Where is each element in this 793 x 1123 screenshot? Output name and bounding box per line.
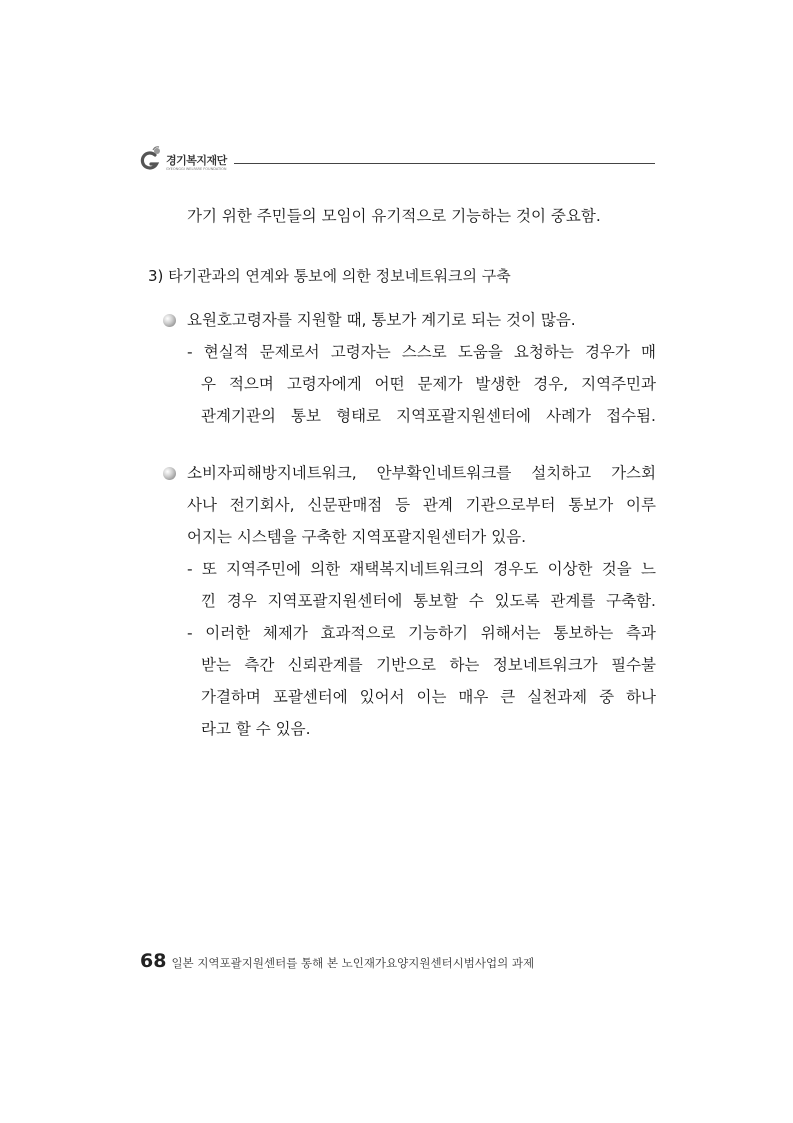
word: - — [187, 560, 193, 578]
word: 측과 — [625, 624, 656, 642]
word: 수 — [468, 592, 484, 610]
word: 이는 — [416, 688, 447, 706]
word: 중 — [599, 688, 615, 706]
block2-bullet-line-1 — [187, 463, 656, 483]
word: 형태로 — [336, 407, 382, 425]
word: 경우도 — [493, 560, 539, 578]
word: 경우가 — [584, 343, 630, 361]
block1-dash-line-3 — [201, 406, 656, 426]
word: 느 — [640, 560, 656, 578]
word: 이러한 — [205, 624, 251, 642]
word: 경우 — [226, 592, 257, 610]
word: 경우, — [533, 375, 569, 393]
block2-bullet-line-3: 어지는 시스템을 구축한 지역포괄지원센터가 있음. — [187, 528, 527, 546]
word: 신뢰관계를 — [287, 656, 363, 674]
word: 문제로서 — [259, 343, 320, 361]
block2-dash1-line-2 — [201, 591, 656, 611]
word: 하나 — [625, 688, 656, 706]
block1-dash-line-1 — [187, 342, 656, 362]
word: 적으며 — [228, 375, 274, 393]
block2-dash2-line-4: 라고 할 수 있음. — [201, 720, 311, 738]
word: 효과적으로 — [320, 624, 396, 642]
word: - — [187, 343, 193, 361]
intro-line: 가기 위한 주민들의 모임이 유기적으로 기능하는 것이 중요함. — [187, 207, 601, 225]
word: 관계 — [422, 496, 453, 514]
word: 재택복지네트워크의 — [349, 560, 485, 578]
word: 가결하며 — [201, 688, 261, 706]
section-heading: 3) 타기관과의 연계와 통보에 의한 정보네트워크의 구축 — [148, 267, 511, 285]
running-title: 일본 지역포괄지원센터를 통해 본 노인재가요양지원센터시범사업의 과제 — [171, 956, 535, 970]
page-number: 68 — [140, 950, 167, 972]
word: 설치하고 — [531, 464, 592, 482]
word: 기능하기 — [408, 624, 469, 642]
word: 통보할 — [413, 592, 459, 610]
word: 사례가 — [546, 407, 591, 425]
word: 기반으로 — [376, 656, 436, 674]
bullet-sphere-icon — [163, 314, 176, 327]
word: 사나 — [187, 496, 217, 514]
word: 문제가 — [417, 375, 463, 393]
foundation-logo-icon — [140, 146, 162, 174]
block1-bullet-line: 요원호고령자를 지원할 때, 통보가 계기로 되는 것이 많음. — [187, 311, 576, 329]
block2-dash2-line-1 — [187, 623, 656, 643]
word: 것을 — [601, 560, 632, 578]
word: 도움을 — [457, 343, 503, 361]
block2-dash1-line-1 — [187, 559, 656, 579]
page-footer — [140, 950, 534, 980]
block1-dash-line-2 — [201, 374, 656, 394]
word: 발생한 — [475, 375, 521, 393]
word: 매우 — [458, 688, 489, 706]
word: 스스로 — [401, 343, 447, 361]
word: 실천과제 — [527, 688, 588, 706]
word: 가스회 — [611, 464, 656, 482]
word: 체제가 — [262, 624, 308, 642]
word: 요청하는 — [513, 343, 574, 361]
word: 고령자에게 — [286, 375, 362, 393]
word: 안부확인네트워크를 — [376, 464, 512, 482]
word: 통보가 — [568, 496, 614, 514]
word: 신문판매점 — [307, 496, 383, 514]
word: 필수불 — [611, 656, 656, 674]
word: 전기회사, — [229, 496, 295, 514]
bullet-sphere-icon — [163, 467, 176, 480]
word: 지역주민에 — [226, 560, 301, 578]
word: 등 — [395, 496, 411, 514]
block2-dash2-line-3 — [201, 687, 656, 707]
word: 낀 — [201, 592, 216, 610]
block2-dash2-line-2 — [201, 655, 656, 675]
word: 현실적 — [203, 343, 249, 361]
word: 통보 — [291, 407, 321, 425]
word: 고령자는 — [330, 343, 391, 361]
word: 의한 — [310, 560, 341, 578]
word: 지역주민과 — [581, 375, 656, 393]
word: 관계기관의 — [201, 407, 276, 425]
word: 있도록 — [494, 592, 540, 610]
word: 우 — [201, 375, 216, 393]
word: 정보네트워크가 — [492, 656, 598, 674]
org-name: 경기복지재단 — [166, 154, 227, 167]
word: 지역포괄지원센터에 — [396, 407, 531, 425]
word: 지역포괄지원센터에 — [267, 592, 403, 610]
word: 구축함. — [606, 592, 656, 610]
word: 측간 — [244, 656, 275, 674]
word: - — [187, 624, 193, 642]
word: 이상한 — [547, 560, 593, 578]
header-rule — [234, 163, 655, 164]
word: 하는 — [449, 656, 480, 674]
word: 소비자피해방지네트워크, — [187, 464, 357, 482]
block2-bullet-line-2 — [187, 495, 656, 515]
word: 이루 — [626, 496, 656, 514]
org-subtitle: GYEONGGI WELFARE FOUNDATION — [166, 167, 227, 171]
word: 통보하는 — [553, 624, 614, 642]
word: 또 — [201, 560, 217, 578]
word: 있어서 — [359, 688, 405, 706]
word: 큰 — [500, 688, 516, 706]
word: 관계를 — [550, 592, 596, 610]
word: 접수됨. — [606, 407, 656, 425]
word: 포괄센터에 — [272, 688, 348, 706]
word: 기관으로부터 — [465, 496, 556, 514]
page-header — [140, 146, 655, 176]
word: 위해서는 — [480, 624, 541, 642]
word: 어떤 — [374, 375, 405, 393]
word: 매 — [641, 343, 656, 361]
word: 받는 — [201, 656, 231, 674]
